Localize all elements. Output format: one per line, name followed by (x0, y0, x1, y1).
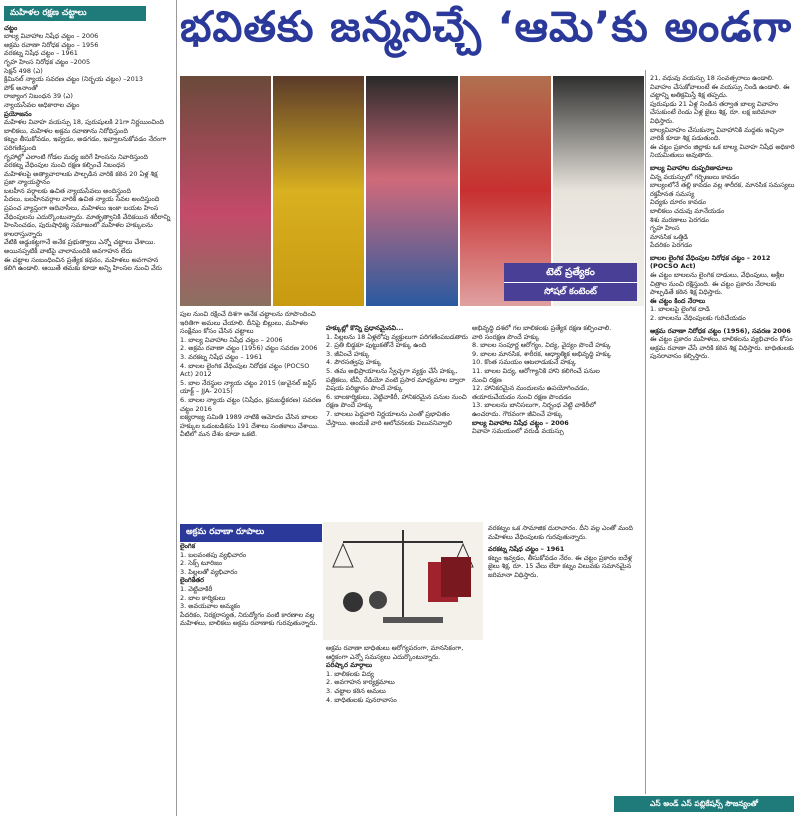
mid4-item: 4. బాధితులకు పునరావాసం (326, 695, 397, 704)
mid2-item: 1. పిల్లలను 18 ఏళ్లలోపు వ్యక్తులుగా పరిగణింపబడతారు (326, 332, 468, 341)
right-sub3: ఈ చట్టం కింద నేరాలు (650, 296, 706, 305)
mid4-item: 3. చట్టాల కఠిన అమలు (326, 686, 386, 695)
law-item: సెక్షన్ 498 (ఎ) (4, 66, 43, 75)
mid3-list (472, 341, 614, 418)
mid2-item: 3. జీవించే హక్కు (326, 349, 370, 358)
box2-list2 (180, 585, 322, 611)
benefit-item: వేటికి అడ్డుకట్టగానే అనేక ప్రభుత్వాలు ఎన్నో చట్టాలు చేశాయి. అయినప్పటికీ వాటిపై చాలామందికి అవగాహన లేదు (4, 238, 156, 256)
footer-credit: ఎస్ అండ్ ఎస్ పబ్లికేషన్స్ సౌజన్యంతో (614, 796, 794, 812)
mid5-p2: కట్నం ఇవ్వడం, తీసుకోవడం నేరం. ఈ చట్టం ప్రకారం ఐదేళ్ల జైలు శిక్ష, రూ. 15 వేలు లేదా కట్నం విలువకు సమానమైన జరిమానా విధిస్తారు. (488, 553, 632, 579)
mid1-item: 4. బాలల లైంగిక వేధింపుల నిరోధక చట్టం (POCSO Act) 2012 (180, 361, 310, 379)
left-intro: చట్టం (4, 23, 18, 32)
benefit-item: గృహాల్లో ఎలాంటి గోడల మధ్య జరిగే హింసను నివారిస్తుంది (4, 152, 148, 161)
mid5-sub: వరకట్న నిషేధ చట్టం – 1961 (488, 545, 565, 554)
right3-item: 2. బాలలను వేధింపులకు గురిచేయడం (650, 314, 746, 323)
mid3-sub: బాల్య వివాహాల నిషేధ చట్టం – 2006 (472, 418, 569, 427)
right1-item: రక్తహీనత సమస్య (650, 189, 695, 198)
mid3-item: 10. కొంత సమయం ఆటలాడుకునే హక్కు (472, 358, 576, 367)
mid-column-2 (326, 324, 468, 520)
mid2-list (326, 333, 468, 428)
mid1-item: 3. వరకట్న నిషేధ చట్టం – 1961 (180, 352, 263, 361)
mid1-item: 1. బాల్య వివాహాల నిషేధ చట్టం – 2006 (180, 335, 283, 344)
mid5-p1: వరకట్నం ఒక సామాజిక దురాచారం. దీని వల్ల ఎంతో మంది మహిళలు వేధింపులకు గురవుతున్నారు. (488, 524, 633, 541)
law-item: అక్రమ రవాణా నిరోధక చట్టం – 1956 (4, 40, 99, 49)
box2-p1: పేదరికం, నిరక్షరాస్యత, నిరుద్యోగం వంటి కారణాల వల్ల మహిళలు, బాలికలు అక్రమ రవాణాకు గురవుతున్నారు. (180, 610, 318, 628)
mid4-p1: అక్రమ రవాణా బాధితులు ఆరోగ్యపరంగా, మానసికంగా, ఆర్థికంగా ఎన్నో సమస్యలు ఎదుర్కొంటున్నారు. (326, 644, 464, 661)
mid2-item: 7. బాలలు పెద్దవారి నిర్ణయాలను ఎంతో ప్రభావితం చేస్తాయి. అందుకే వారి ఆలోచనలకు విలువనివ్వాలి (326, 409, 452, 427)
mid3-item: 13. బాలలను బానిసలుగా, నిర్బంధ వెట్టి చాకిరీలో ఉంచరాదు. గౌరవంగా జీవించే హక్కు (472, 401, 596, 418)
mid1-item: 5. బాల నేరస్థుల న్యాయ చట్టం 2015 (జువైనల్ జస్టిస్ యాక్ట్ – JJA- 2015) (180, 378, 317, 396)
benefits-list (4, 118, 172, 273)
mid1-lead: పుల నుంచి రక్షించే దిశగా అనేక చట్టాలను రూపొందించి ఇరితిగా అమలు చేయాలి. దీనిపై బిల్లులు, మహిళల సంక్షేమం కోసం చేసిన చట్టాలు (180, 310, 316, 336)
right1-item: చిన్న వయస్సులో గర్భిణులు కావడం (650, 172, 740, 181)
right-p4: ఈ చట్టం ప్రకారం జిల్లాకు ఒక బాల్య వివాహ నిషేధ అధికారి నియమితులు అవుతారు. (650, 142, 795, 160)
mid-column-5 (488, 524, 638, 794)
right1-item: గృహ హింస (650, 224, 680, 233)
mid3-item: 9. బాలల మానసిక, శారీరక, ఆధ్యాత్మిక అభివృద్ధి హక్కు (472, 349, 612, 358)
mid3-item: 11. బాలల విద్య, ఆరోగ్యానికి హాని కలిగించే పనుల నుంచి రక్షణ (472, 366, 600, 384)
trafficking-box (180, 524, 322, 802)
mid4-list (326, 670, 468, 704)
left-sub: ప్రయోజనం (4, 109, 32, 118)
mid4-item: 1. బాలికలకు విద్య (326, 669, 374, 678)
benefit-item: ప్రపంచ వ్యాప్తంగా ఆదివాసీలు, మహిళలు ఇంకా బయట హింస వేధింపులను ఎదుర్కొంటున్నారు. మాతృత్వానికి వేదికయిన శరీరాన్ని హింసించడం, పురుషాధిక్య సమాజంలో మహిళల హక్కులను కాలరాస్తున్నారు (4, 204, 171, 238)
benefit-item: పేదలు, బలహీనవర్గాల వారికి ఉచిత న్యాయ సేవల అందిస్తుంది (4, 195, 160, 204)
page-title: భవితకు జన్మనిచ్చే ‘ఆమె’కు అండగా (180, 2, 793, 51)
box2a-item: 3. పిల్లలతో వ్యభిచారం (180, 567, 238, 576)
right1-item: మానసిక ఒత్తిడి (650, 232, 688, 241)
law-item: బాల్య వివాహాల నిషేధ చట్టం – 2006 (4, 32, 99, 41)
box2b-item: 3. అవయవాల అమ్మకం (180, 602, 241, 611)
right1-item: బాలికలు చదువు మానేయడం (650, 206, 725, 215)
benefit-item: కట్నం తీసుకోవడం, ఇవ్వడం, అడగడం, ఇవ్వాలనుకోవడం నేరంగా పరిగణిస్తుంది (4, 135, 167, 152)
box2a-item: 2. సెక్స్ టూరిజం (180, 559, 223, 568)
divider-left (176, 0, 177, 816)
mid3-item: 8. బాలల సంపూర్ణ ఆరోగ్యం, విద్య, వైద్యం పొందే హక్కు (472, 341, 611, 350)
right-sub2: బాలల లైంగిక వేధింపుల నిరోధక చట్టం – 2012 (POCSO Act) (650, 253, 771, 271)
right-sub1: బాల్య వివాహాల దుష్పరిణామాలు (650, 163, 733, 172)
mid1-item: 6. బాలల న్యాయ చట్టం (నిషేధం, క్రమబద్ధీకరణ) సవరణ చట్టం 2016 (180, 395, 322, 413)
mid2-item: 2. ప్రతి బిడ్డకూ పుట్టుకతోనే హక్కు ఉంది (326, 341, 427, 350)
mid3-subtxt: వివాహ సమయంలో వరుడి వయస్సు (472, 427, 564, 436)
right1-item: శిశు మరణాలు పెరగడం (650, 215, 709, 224)
right1-item: బాల్యంలోనే తల్లి కావడం వల్ల శారీరక, మానసిక సమస్యలు (650, 181, 795, 190)
law-item: పోక్ అనాంతో (4, 83, 38, 92)
right-p3: బాల్యవివాహం చేసుకున్నా వివాహానికి మద్దతు ఇచ్చినా వారికి కూడా శిక్ష పడుతుంది. (650, 125, 784, 143)
right-p5: ఈ చట్టం బాలలను లైంగిక దాడులు, వేధింపులు, అశ్లీల చిత్రాల నుంచి రక్షిస్తుంది. ఈ చట్టం ప్రకారం నేరాలకు పాల్పడితే కఠిన శిక్ష విధిస్తారు. (650, 271, 785, 297)
photo-3 (366, 76, 459, 306)
mid2-item: 6. బాలకార్మికులు, వెట్టిచాకిరీ, హానికరమైన పనుల నుంచి రక్షణ పొందే హక్కు (326, 392, 467, 410)
box2-list1 (180, 551, 322, 577)
benefit-item: మహిళల వివాహ వయస్సు 18, పురుషులకి 21గా నిర్ణయించింది (4, 118, 164, 127)
benefit-item: బాలికలు, మహిళల అక్రమ రవాణాను నిరోధిస్తుంది (4, 126, 128, 135)
mid1-item: ఐక్యరాజ్య సమితి 1989 నాటికి ఆమోదం చేసిన బాలల హక్కుల ఒడంబడికను 191 దేశాలు సంతకాలు చేశాయి. వీటిలో మన దేశం కూడా ఒకటి. (180, 413, 320, 439)
right-p2: పురుషుడు 21 ఏళ్ల నిండిన తర్వాత బాల్య వివాహం చేసుకుంటే రెండు ఏళ్ల జైలు శిక్ష, రూ. లక్ష జరిమానా విధిస్తారు. (650, 99, 779, 125)
box2-sub1: లైంగిక (180, 542, 196, 550)
tet-badge (504, 263, 637, 301)
benefit-item: బలహీన వర్గాలకు ఉచిత న్యాయసేవలు అందిస్తుంది (4, 186, 131, 195)
right-list1 (650, 173, 796, 250)
box2a-item: 1. బలవంతపు వ్యభిచారం (180, 550, 247, 559)
mid2-item: 5. తమ అభిప్రాయాలను స్వేచ్ఛగా వ్యక్తం చేసే హక్కు, పత్రికలు, టీవీ, రేడియో వంటి ప్రసార మాధ్యమాల ద్వారా విషయ పరిజ్ఞానం పొందే హక్కు (326, 366, 466, 393)
mid1-item: 2. అక్రమ రవాణా చట్టం (1956) చట్టం సవరణ 2006 (180, 344, 318, 353)
box2-sub2: లైంగికేతర (180, 576, 204, 585)
box2b-item: 2. బాల కార్మికులు (180, 593, 226, 602)
right-list3 (650, 305, 796, 322)
badge-line1: టెట్ ప్రత్యేకం (504, 263, 637, 283)
benefit-item: వరకట్న వేధింపుల నుంచి రక్షణ కల్పించే నిబంధన (4, 161, 126, 170)
law-item: క్రిమినల్ న్యాయ సవరణ చట్టం (నిర్భయ చట్టం) –2013 (4, 75, 144, 84)
mid2-item: 4. పౌరసత్వపు హక్కు (326, 358, 382, 367)
right-column (650, 74, 796, 794)
mid1-list (180, 336, 322, 439)
photo-2 (273, 76, 366, 306)
photo-1 (180, 76, 273, 306)
law-item: వరకట్న నిషేధ చట్టం – 1961 (4, 49, 78, 58)
mid4-item: 2. అవగాహన కార్యక్రమాలు (326, 678, 395, 687)
trafficking-heading: అక్రమ రవాణా రూపాలు (180, 524, 322, 542)
mid-column-1 (180, 310, 322, 520)
benefit-item: ఈ చట్టాల సంబంధించిన ప్రత్యేక కథనం, మహిళలు అవగాహన కలిగి ఉండాలి. ఆయితే తమకు కూడా అన్ని హింసల నుంచి వేరు (4, 255, 162, 273)
divider-right (645, 70, 646, 794)
law-item: రాజ్యాంగ నిబంధన 39 (ఎ) (4, 92, 73, 101)
mid3-lead: అభివృద్ధి దశలో గల బాలికలకు ప్రత్యేక రక్షణ కల్పించాలి. వారి సంరక్షణ పొందే హక్కు (472, 324, 612, 341)
left-heading: మహిళల రక్షణ చట్టాలు (4, 6, 146, 21)
law-item: న్యాయసేవల అధికారాల చట్టం (4, 100, 80, 109)
box2b-item: 1. వెట్టిచాకిరీ (180, 584, 213, 593)
mid3-item: 12. హానికరమైన మందులను ఉపయోగించడం, తయారుచేయడం నుంచి రక్షణ పొందడం (472, 384, 590, 401)
right3-item: 1. బాలలపై లైంగిక దాడి (650, 305, 710, 314)
justice-scale-illustration (323, 522, 483, 640)
laws-list (4, 32, 172, 109)
mid4-sub: పరిష్కార మార్గాలు (326, 661, 373, 670)
trafficking-body (180, 542, 322, 802)
mid-column-4 (326, 644, 468, 794)
benefit-item: మహిళలపై అత్యాచారాలకు పాల్పడిన వారికి కఠిన 20 ఏళ్ల శిక్ష (4, 169, 158, 178)
mid2-heading: హక్కుల్లో కొన్ని ప్రధానమైనవి... (326, 324, 404, 332)
badge-line2: సోషల్ కంటెంట్ (544, 287, 597, 297)
right-sub4: అక్రమ రవాణా నిరోధక చట్టం (1956), సవరణ 2006 (650, 326, 791, 335)
benefit-item: ప్రజా న్యాయస్థానం (4, 178, 50, 187)
law-item: గృహ హింస నిరోధక చట్టం –2005 (4, 57, 91, 66)
right-p6: ఈ చట్టం ప్రకారం మహిళలు, బాలికలను వ్యభిచారం కోసం అక్రమ రవాణా చేసే వారికి కఠిన శిక్ష విధిస్తారు. బాధితులకు పునరావాసం కల్పిస్తారు. (650, 335, 794, 361)
mid-column-3 (472, 324, 614, 520)
left-column (4, 0, 172, 816)
right1-item: పేదరికం పెరగడం (650, 241, 693, 250)
right1-item: విద్యకు దూరం కావడం (650, 198, 707, 207)
right-p1: 21, వధువు వయస్సు 18 సంవత్సరాలు ఉండాలి. వివాహం చేసుకోవాలంటే ఈ వయస్సు నిండి ఉండాలి. ఈ చట్టాన్ని అతిక్రమిస్తే శిక్ష తప్పదు. (650, 74, 790, 100)
